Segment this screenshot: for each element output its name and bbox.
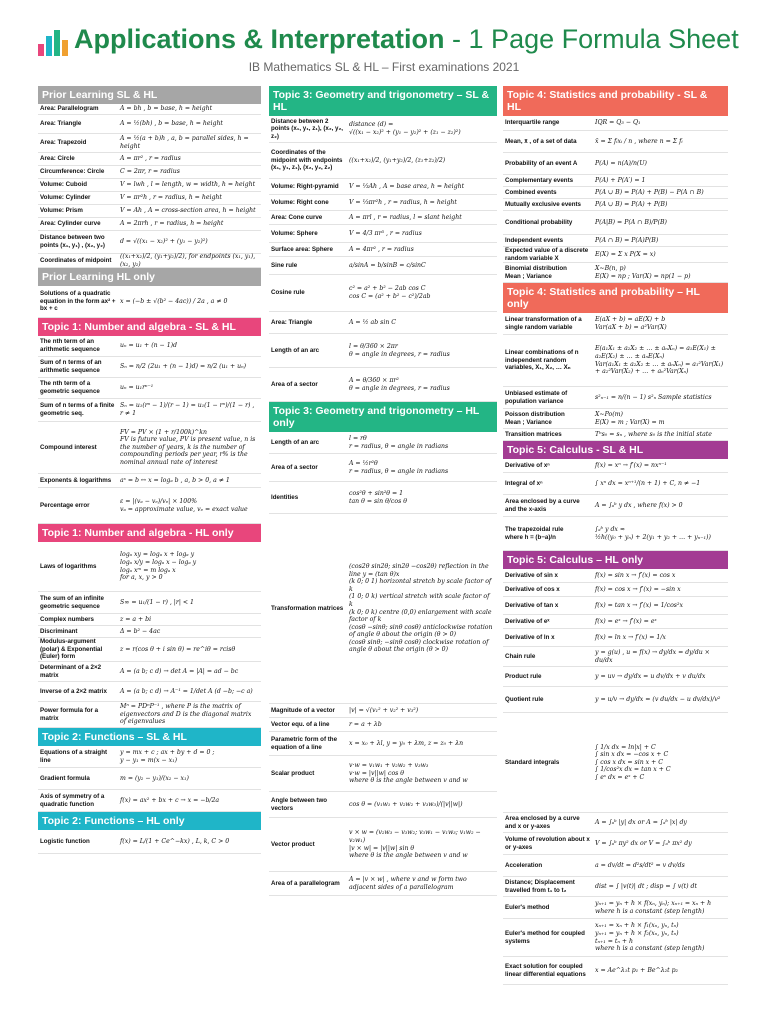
formula-label: Solutions of a quadratic equation in the form ax² + bx + c [40, 290, 116, 313]
formula-label: Circumference: Circle [40, 168, 105, 176]
formula-row [269, 432, 497, 454]
formula-expression: V = ⅓πr²h , r = radius, h = height [349, 198, 457, 206]
formula-expression: P(A ∪ B) = P(A) + P(B) − P(A ∩ B) [595, 188, 704, 196]
formula-label: Product rule [505, 672, 542, 680]
section-header-topic-2-functions-hl-only: Topic 2: Functions – HL only [38, 812, 261, 830]
formula-label: Area: Triangle [271, 318, 313, 326]
formula-row [38, 662, 261, 682]
formula-expression: y = g(u) , u = f(x) → dy/dx = dy/du × du/dx [595, 648, 710, 664]
formula-row [269, 116, 497, 143]
formula-label: Volume: Prism [40, 207, 83, 215]
formula-label: The trapezoidal rule where h = (b−a)/n [505, 525, 564, 541]
formula-row [269, 718, 497, 732]
formula-row [503, 387, 728, 409]
section-header-topic-1-number-and-algebra-sl-hl: Topic 1: Number and algebra - SL & HL [38, 318, 261, 336]
formula-expression: f(x) = L/(1 + Ce^−kx) , L, k, C > 0 [120, 837, 230, 845]
logo-bar [54, 30, 60, 56]
formula-row [269, 225, 497, 243]
formula-label: Modulus-argument (polar) & Exponential (Euler) form [40, 638, 103, 661]
formula-expression: A = ½(a + b)h , a, b = parallel sides, h = height [120, 135, 249, 150]
formula-label: Cosine rule [271, 289, 305, 297]
formula-row [269, 211, 497, 225]
formula-label: Derivative of xⁿ [505, 461, 550, 469]
formula-expression: f(x) = sin x → f′(x) = cos x [595, 571, 676, 579]
formula-expression: s²ₙ₋₁ = n/(n − 1) s²ₙ Sample statistics [595, 393, 712, 401]
formula-expression: Sₙ = u₁(rⁿ − 1)/(r − 1) = u₁(1 − rⁿ)/(1 − r) , r ≠ 1 [120, 402, 255, 417]
formula-expression: dist = ∫ |v(t)| dt ; disp = ∫ v(t) dt [595, 882, 697, 890]
formula-row [503, 495, 728, 517]
formula-row [503, 429, 728, 441]
formula-label: Area: Triangle [40, 120, 82, 128]
logo-bar [46, 36, 52, 56]
formula-expression: P(A|B) = P(A ∩ B)/P(B) [595, 218, 667, 226]
formula-row [38, 790, 261, 812]
formula-label: Area: Circle [40, 155, 75, 163]
formula-row [503, 957, 728, 985]
formula-label: Sine rule [271, 261, 298, 269]
formula-expression: A = bh , b = base, h = height [120, 105, 213, 113]
formula-row [503, 235, 728, 247]
formula-expression: Δ = b² − 4ac [120, 627, 161, 635]
section-header-topic-4-statistics-and-probability-sl-hl: Topic 4: Statistics and probability - SL & HL [503, 86, 728, 116]
formula-label: Distance; Displacement travelled from t₁ to t₂ [505, 878, 575, 894]
formula-label: Linear transformation of a single random variable [505, 315, 582, 331]
formula-expression: d = √((x₁ − x₂)² + (y₁ − y₂)²) [120, 238, 208, 246]
formula-label: Interquartile range [505, 119, 560, 127]
formula-label: Independent events [505, 236, 564, 244]
formula-label: Exact solution for coupled linear differential equations [505, 962, 586, 978]
section-header-topic-1-number-and-algebra-hl-only: Topic 1: Number and algebra - HL only [38, 524, 261, 542]
formula-label: Standard integrals [505, 758, 560, 766]
formula-row [269, 454, 497, 482]
formula-expression: IQR = Q₃ − Q₁ [595, 119, 641, 127]
section-header-topic-5-calculus-sl-hl: Topic 5: Calculus - SL & HL [503, 441, 728, 459]
page-title [74, 24, 739, 55]
formula-row [503, 153, 728, 175]
formula-row [269, 179, 497, 195]
formula-label: Inverse of a 2×2 matrix [40, 687, 107, 695]
formula-row [38, 626, 261, 638]
formula-label: Area: Trapezoid [40, 139, 87, 147]
formula-expression: yₙ₊₁ = yₙ + h × f(xₙ, yₙ); xₙ₊₁ = xₙ + h where h is a constant (step length) [595, 899, 712, 915]
formula-label: Unbiased estimate of population variance [505, 389, 568, 405]
formula-row [503, 517, 728, 551]
formula-row [38, 205, 261, 218]
formula-row [503, 569, 728, 583]
formula-row [38, 378, 261, 399]
formula-label: Area of a sector [271, 463, 318, 471]
formula-label: Complementary events [505, 176, 574, 184]
formula-expression: V = lwh , l = length, w = width, h = height [120, 181, 256, 189]
formula-expression: E(a₁X₁ ± a₂X₂ ± … ± aₙXₙ) = a₁E(X₁) ± a₂E(X₂) ± … ± aₙE(Xₙ) Var(a₁X₁ ± a₂X₂ ± … ± aₙXₙ) = a₁²Var(X₁) + a₂²Var(X₂) + … + aₙ²Var(Xₙ) [595, 345, 724, 376]
formula-row [38, 286, 261, 318]
formula-label: Probability of an event A [505, 159, 578, 167]
formula-expression: P(A ∪ B) = P(A) + P(B) [595, 200, 668, 208]
formula-label: Volume: Right-pyramid [271, 182, 339, 190]
formula-label: Length of an arc [271, 438, 320, 446]
formula-label: Magnitude of a vector [271, 706, 335, 714]
formula-row [38, 399, 261, 422]
formula-row [38, 192, 261, 205]
formula-expression: S∞ = u₁/(1 − r) , |r| < 1 [120, 598, 194, 606]
formula-expression: z = a + bi [120, 615, 152, 623]
formula-expression: uₙ = u₁ + (n − 1)d [120, 342, 178, 350]
formula-row [503, 615, 728, 629]
formula-row [269, 195, 497, 211]
formula-expression: Mⁿ = PDⁿP⁻¹ , where P is the matrix of eigenvectors and D is the diagonal matrix of eigenvalues [120, 703, 252, 726]
formula-expression: (cos2θ sin2θ; sin2θ −cos2θ) reflection in the line y = (tan θ)x (k 0; 0 1) horizontal stretch by scale factor of k (1 0; 0 k) vertical stretch with scale factor of k (k 0; 0 k) centre (0,0) enlargement with scale factor of k (cosθ −sinθ; sinθ cosθ) anticlockwise rotation of angle θ about the origin (θ > 0) (cosθ sinθ; −sinθ cosθ) clockwise rotation of angle θ about the origin (θ > 0) [349, 562, 493, 654]
formula-expression: x = Ae^λ₁t p₁ + Be^λ₂t p₂ [595, 966, 679, 974]
formula-row [269, 368, 497, 402]
formula-expression: f(x) = xⁿ → f′(x) = nxⁿ⁻¹ [595, 461, 667, 469]
formula-row [38, 488, 261, 524]
formula-label: Volume: Sphere [271, 229, 318, 237]
formula-label: Axis of symmetry of a quadratic function [40, 792, 105, 808]
formula-expression: distance (d) = √((x₁ − x₂)² + (y₁ − y₂)² + (z₁ − z₂)²) [349, 121, 461, 136]
formula-label: Euler's method [505, 903, 550, 911]
formula-expression: m = (y₂ − y₁)/(x₂ − x₁) [120, 774, 189, 782]
formula-expression: z = r(cos θ + i sin θ) = re^iθ = rcisθ [120, 645, 236, 653]
formula-expression: l = rθ r = radius, θ = angle in radians [349, 434, 449, 450]
formula-label: Transition matrices [505, 430, 562, 438]
formula-expression: X~B(n, p) E(X) = np ; Var(X) = np(1 − p) [595, 264, 691, 280]
formula-row [503, 877, 728, 897]
formula-expression: f(x) = ax² + bx + c → x = −b/2a [120, 796, 220, 804]
formula-expression: A = ∫ₐᵇ |y| dx or A = ∫ₐᵇ |x| dy [595, 818, 687, 826]
formula-label: Chain rule [505, 652, 536, 660]
formula-expression: V = πr²h , r = radius, h = height [120, 194, 222, 202]
formula-row [38, 768, 261, 790]
formula-label: Area: Parallelogram [40, 105, 99, 113]
formula-expression: A = 4πr² , r = radius [349, 245, 414, 253]
formula-label: Logistic function [40, 837, 90, 845]
formula-row [269, 792, 497, 818]
formula-row [269, 257, 497, 275]
formula-expression: A = θ/360 × πr² θ = angle in degrees, r = radius [349, 376, 450, 392]
formula-expression: cos θ = (v₁w₁ + v₂w₂ + v₃w₃)/(|v||w|) [349, 800, 463, 808]
formula-row [38, 153, 261, 166]
formula-expression: f(x) = cos x → f′(x) = −sin x [595, 585, 681, 593]
formula-row [269, 482, 497, 514]
formula-row [503, 459, 728, 473]
formula-label: Area enclosed by a curve and the x-axis [505, 497, 580, 513]
formula-row [269, 514, 497, 704]
formula-row [269, 704, 497, 718]
formula-label: Area enclosed by a curve and x or y-axes [505, 814, 580, 830]
formula-expression: x̄ = Σ fᵢxᵢ / n , where n = Σ fᵢ [595, 137, 683, 145]
formula-label: Mean, x̄ , of a set of data [505, 137, 577, 145]
formula-label: Complex numbers [40, 615, 94, 623]
formula-row [38, 702, 261, 728]
formula-expression: v × w = (v₂w₃ − v₃w₂; v₃w₁ − v₁w₃; v₁w₂ − v₂w₁) |v × w| = |v||w| sin θ where θ is the angle between v and w [349, 829, 481, 860]
formula-row [503, 313, 728, 335]
formula-label: Area of a parallelogram [271, 879, 340, 887]
formula-label: Integral of xⁿ [505, 479, 543, 487]
title-bold: Applications & Interpretation [74, 24, 445, 54]
formula-expression: X~Po(m) E(X) = m ; Var(X) = m [595, 410, 665, 426]
formula-label: Determinant of a 2×2 matrix [40, 663, 102, 679]
formula-expression: V = ⅓Ah , A = base area, h = height [349, 182, 465, 190]
formula-label: The nth term of a geometric sequence [40, 380, 100, 395]
formula-row [503, 647, 728, 667]
formula-expression: |v| = √(v₁² + v₂² + v₃²) [349, 706, 419, 714]
formula-label: Area: Cylinder curve [40, 220, 101, 228]
formula-label: Volume: Cuboid [40, 181, 87, 189]
formula-row [38, 614, 261, 626]
column-right [503, 86, 728, 985]
formula-row [503, 833, 728, 855]
formula-row [38, 254, 261, 268]
formula-expression: a/sinA = b/sinB = c/sinC [349, 261, 426, 269]
formula-expression: A = ∫ₐᵇ y dx , where f(x) > 0 [595, 501, 683, 509]
formula-expression: ((x₁+x₂)/2, (y₁+y₂)/2, (z₁+z₂)/2) [349, 156, 446, 164]
formula-expression: E(aX + b) = aE(X) + b Var(aX + b) = a²Var(X) [595, 315, 667, 331]
formula-row [503, 919, 728, 957]
formula-expression: ((x₁+x₂)/2, (y₁+y₂)/2), for endpoints (x₁, y₁), (x₂, y₂) [120, 252, 256, 268]
formula-label: Combined events [505, 188, 557, 196]
formula-expression: x = (−b ± √(b² − 4ac)) / 2a , a ≠ 0 [120, 297, 228, 305]
formula-label: Expected value of a discrete random variable X [505, 246, 589, 262]
formula-row [38, 474, 261, 488]
formula-label: Derivative of eˣ [505, 617, 550, 625]
formula-row [503, 713, 728, 813]
column-middle [269, 86, 497, 896]
formula-expression: Tⁿs₀ = sₙ , where s₀ is the initial state [595, 430, 712, 438]
formula-label: Quotient rule [505, 695, 544, 703]
formula-label: Percentage error [40, 501, 90, 509]
formula-expression: A = (a b; c d) → det A = |A| = ad − bc [120, 667, 239, 675]
formula-row [503, 687, 728, 713]
formula-row [503, 131, 728, 153]
formula-label: Volume: Cylinder [40, 194, 91, 202]
formula-label: Gradient formula [40, 774, 90, 782]
logo-bar [62, 40, 68, 56]
formula-row [269, 334, 497, 368]
formula-expression: P(A) = n(A)/n(U) [595, 159, 647, 167]
formula-row [38, 830, 261, 854]
section-header-prior-learning-hl-only: Prior Learning HL only [38, 268, 261, 286]
formula-row [38, 218, 261, 231]
formula-row [38, 682, 261, 702]
formula-expression: A = πr² , r = radius [120, 155, 181, 163]
section-header-topic-2-functions-sl-hl: Topic 2: Functions – SL & HL [38, 728, 261, 746]
formula-expression: ∫ 1/x dx = ln|x| + C ∫ sin x dx = −cos x + C ∫ cos x dx = sin x + C ∫ 1/cos²x dx = tan x + C ∫ eˣ dx = eˣ + C [595, 743, 671, 781]
section-header-prior-learning-sl-hl: Prior Learning SL & HL [38, 86, 261, 104]
formula-label: Identities [271, 493, 299, 501]
formula-expression: a = dv/dt = d²s/dt² = v dv/ds [595, 861, 685, 869]
formula-expression: v·w = v₁w₁ + v₂w₂ + v₃w₃ v·w = |v||w| cos θ where θ is the angle between v and w [349, 762, 468, 785]
formula-expression: y = mx + c ; ax + by + d = 0 ; y − y₁ = m(x − x₁) [120, 748, 215, 764]
formula-label: Volume of revolution about x or y-axes [505, 835, 590, 851]
formula-row [503, 335, 728, 387]
formula-expression: logₐ xy = logₐ x + logₐ y logₐ x/y = logₐ x − logₐ y logₐ xᵐ = m logₐ x for a, x, y > 0 [120, 551, 197, 582]
section-header-topic-3-geometry-and-trigonometry-sl-hl: Topic 3: Geometry and trigonometry – SL & HL [269, 86, 497, 116]
formula-row [503, 409, 728, 429]
formula-expression: E(X) = Σ x P(X = x) [595, 250, 656, 258]
formula-expression: FV = PV × (1 + r/100k)^kn FV is future value, PV is present value, n is the number of years, k is the number of compounding periods per year, r% is the nominal annual rate of interest [120, 428, 256, 466]
formula-row [503, 597, 728, 615]
formula-label: Derivative of ln x [505, 633, 555, 641]
formula-row [503, 583, 728, 597]
formula-row [269, 756, 497, 792]
formula-label: Area: Cone curve [271, 213, 323, 221]
formula-expression: V = 4/3 πr³ , r = radius [349, 229, 422, 237]
formula-label: Scalar product [271, 769, 315, 777]
logo-bar [38, 44, 44, 56]
formula-row [269, 872, 497, 896]
formula-label: Vector equ. of a line [271, 720, 330, 728]
formula-label: Coordinates of the midpoint with endpoints (x₁, y₁, z₁), (x₂, y₂, z₂) [271, 149, 343, 172]
formula-label: Power formula for a matrix [40, 706, 99, 722]
formula-label: The nth term of an arithmetic sequence [40, 338, 100, 353]
formula-expression: ε = |(vₐ − vₑ)/vₑ| × 100% vₐ = approximate value, vₑ = exact value [120, 497, 248, 513]
formula-row [503, 116, 728, 131]
formula-expression: P(A ∩ B) = P(A)P(B) [595, 236, 659, 244]
formula-label: Area of a sector [271, 380, 318, 388]
section-header-topic-4-statistics-and-probability-hl-on: Topic 4: Statistics and probability – HL only [503, 283, 728, 313]
formula-row [269, 312, 497, 334]
formula-label: Vector product [271, 840, 315, 848]
formula-expression: ∫ xⁿ dx = xⁿ⁺¹/(n + 1) + C, n ≠ −1 [595, 479, 701, 487]
formula-expression: aˣ = b ↔ x = logₐ b , a, b > 0, a ≠ 1 [120, 476, 230, 484]
formula-row [503, 813, 728, 833]
formula-expression: f(x) = ln x → f′(x) = 1/x [595, 633, 666, 641]
formula-row [38, 638, 261, 662]
formula-row [503, 175, 728, 187]
formula-expression: f(x) = eˣ → f′(x) = eˣ [595, 617, 657, 625]
formula-row [503, 629, 728, 647]
formula-expression: A = ½(bh) , b = base, h = height [120, 120, 223, 128]
formula-expression: A = (a b; c d) → A⁻¹ = 1/det A (d −b; −c a) [120, 687, 253, 695]
formula-expression: Sₙ = n/2 (2u₁ + (n − 1)d) = n/2 (u₁ + uₙ) [120, 363, 247, 371]
formula-expression: r = a + λb [349, 720, 382, 728]
formula-label: Angle between two vectors [271, 796, 328, 812]
formula-row [503, 263, 728, 283]
formula-row [38, 592, 261, 614]
formula-label: Binomial distribution Mean ; Variance [505, 264, 567, 280]
formula-label: Euler's method for coupled systems [505, 929, 585, 945]
formula-label: Laws of logarithms [40, 562, 97, 570]
header [0, 0, 768, 82]
formula-expression: A = 2πrh , r = radius, h = height [120, 220, 224, 228]
section-header-topic-3-geometry-and-trigonometry-hl-onl: Topic 3: Geometry and trigonometry – HL only [269, 402, 497, 432]
section-header-topic-5-calculus-hl-only: Topic 5: Calculus – HL only [503, 551, 728, 569]
formula-label: Sum of n terms of a finite geometric seq. [40, 402, 115, 417]
formula-label: Acceleration [505, 861, 543, 869]
formula-label: Equations of a straight line [40, 748, 108, 764]
formula-row [503, 211, 728, 235]
formula-row [269, 275, 497, 312]
formula-row [38, 231, 261, 254]
formula-row [38, 115, 261, 134]
formula-row [269, 818, 497, 872]
formula-expression: A = ½r²θ r = radius, θ = angle in radians [349, 459, 449, 475]
formula-label: Length of an arc [271, 346, 320, 354]
page-subtitle: IB Mathematics SL & HL – First examinations 2021 [248, 60, 520, 74]
formula-expression: y = u/v → dy/dx = (v du/dx − u dv/dx)/v² [595, 695, 721, 703]
logo-bars-icon [38, 26, 68, 56]
formula-label: Sum of n terms of an arithmetic sequence [40, 359, 102, 374]
formula-expression: l = θ/360 × 2πr θ = angle in degrees, r = radius [349, 342, 450, 358]
formula-row [503, 199, 728, 211]
formula-row [38, 357, 261, 378]
formula-expression: ∫ₐᵇ y dx ≈ ½h((y₀ + yₙ) + 2(y₁ + y₂ + … + yₙ₋₁)) [595, 525, 711, 541]
formula-label: Distance between 2 points (x₁, y₁, z₁), (x₂, y₂, z₂) [271, 117, 343, 140]
formula-expression: A = |v × w| , where v and w form two adjacent sides of a parallelogram [349, 875, 467, 891]
formula-label: Poisson distribution Mean ; Variance [505, 410, 565, 426]
formula-row [38, 336, 261, 357]
formula-expression: A = πrl , r = radius, l = slant height [349, 213, 462, 221]
formula-row [38, 134, 261, 153]
formula-expression: xₙ₊₁ = xₙ + h × f₁(xₙ, yₙ, tₙ) yₙ₊₁ = yₙ + h × f₂(xₙ, yₙ, tₙ) tₙ₊₁ = tₙ + h where h is a constant (step length) [595, 922, 705, 953]
formula-expression: C = 2πr, r = radius [120, 168, 180, 176]
formula-row [503, 247, 728, 263]
formula-expression: uₙ = u₁rⁿ⁻¹ [120, 384, 154, 392]
column-left [38, 86, 261, 854]
formula-expression: y = uv → dy/dx = u dv/dx + v du/dx [595, 672, 706, 680]
formula-row [503, 187, 728, 199]
formula-label: Volume: Right cone [271, 198, 329, 206]
formula-row [503, 855, 728, 877]
formula-row [269, 243, 497, 257]
formula-row [503, 667, 728, 687]
formula-row [38, 542, 261, 592]
formula-expression: f(x) = tan x → f′(x) = 1/cos²x [595, 601, 683, 609]
formula-expression: V = ∫ₐᵇ πy² dx or V = ∫ₐᵇ πx² dy [595, 839, 692, 847]
formula-row [38, 746, 261, 768]
formula-label: Discriminant [40, 627, 78, 635]
formula-row [38, 104, 261, 115]
title-light: - 1 Page Formula Sheet [452, 24, 739, 54]
formula-label: The sum of an infinite geometric sequence [40, 594, 104, 610]
formula-label: Compound interest [40, 443, 97, 451]
formula-row [38, 179, 261, 192]
formula-row [503, 473, 728, 495]
formula-label: Mutually exclusive events [505, 200, 582, 208]
formula-expression: c² = a² + b² − 2ab cos C cos C = (a² + b² − c²)/2ab [349, 285, 431, 300]
formula-label: Coordinates of midpoint [40, 256, 112, 264]
formula-label: Distance between two points (x₁, y₁) , (x₂, y₂) [40, 234, 105, 249]
formula-row [38, 166, 261, 179]
formula-label: Transformation matrices [271, 604, 344, 612]
formula-row [269, 143, 497, 179]
formula-label: Derivative of cos x [505, 585, 560, 593]
formula-expression: P(A) + P(A′) = 1 [595, 176, 646, 184]
formula-label: Surface area: Sphere [271, 245, 333, 253]
formula-label: Derivative of tan x [505, 601, 559, 609]
formula-expression: V = Ah , A = cross-section area, h = height [120, 207, 256, 215]
formula-row [269, 732, 497, 756]
formula-row [38, 422, 261, 474]
formula-expression: x = x₀ + λl, y = y₀ + λm, z = z₀ + λn [349, 739, 464, 747]
formula-label: Exponents & logarithms [40, 476, 112, 484]
formula-label: Linear combinations of n independent random variables, X₁, X₂, … Xₙ [505, 349, 579, 372]
formula-label: Derivative of sin x [505, 571, 558, 579]
formula-label: Parametric form of the equation of a line [271, 735, 338, 751]
formula-expression: cos²θ + sin²θ = 1 tan θ = sin θ/cos θ [349, 489, 407, 505]
formula-row [503, 897, 728, 919]
formula-label: Conditional probability [505, 218, 573, 226]
formula-expression: A = ½ ab sin C [349, 318, 397, 326]
